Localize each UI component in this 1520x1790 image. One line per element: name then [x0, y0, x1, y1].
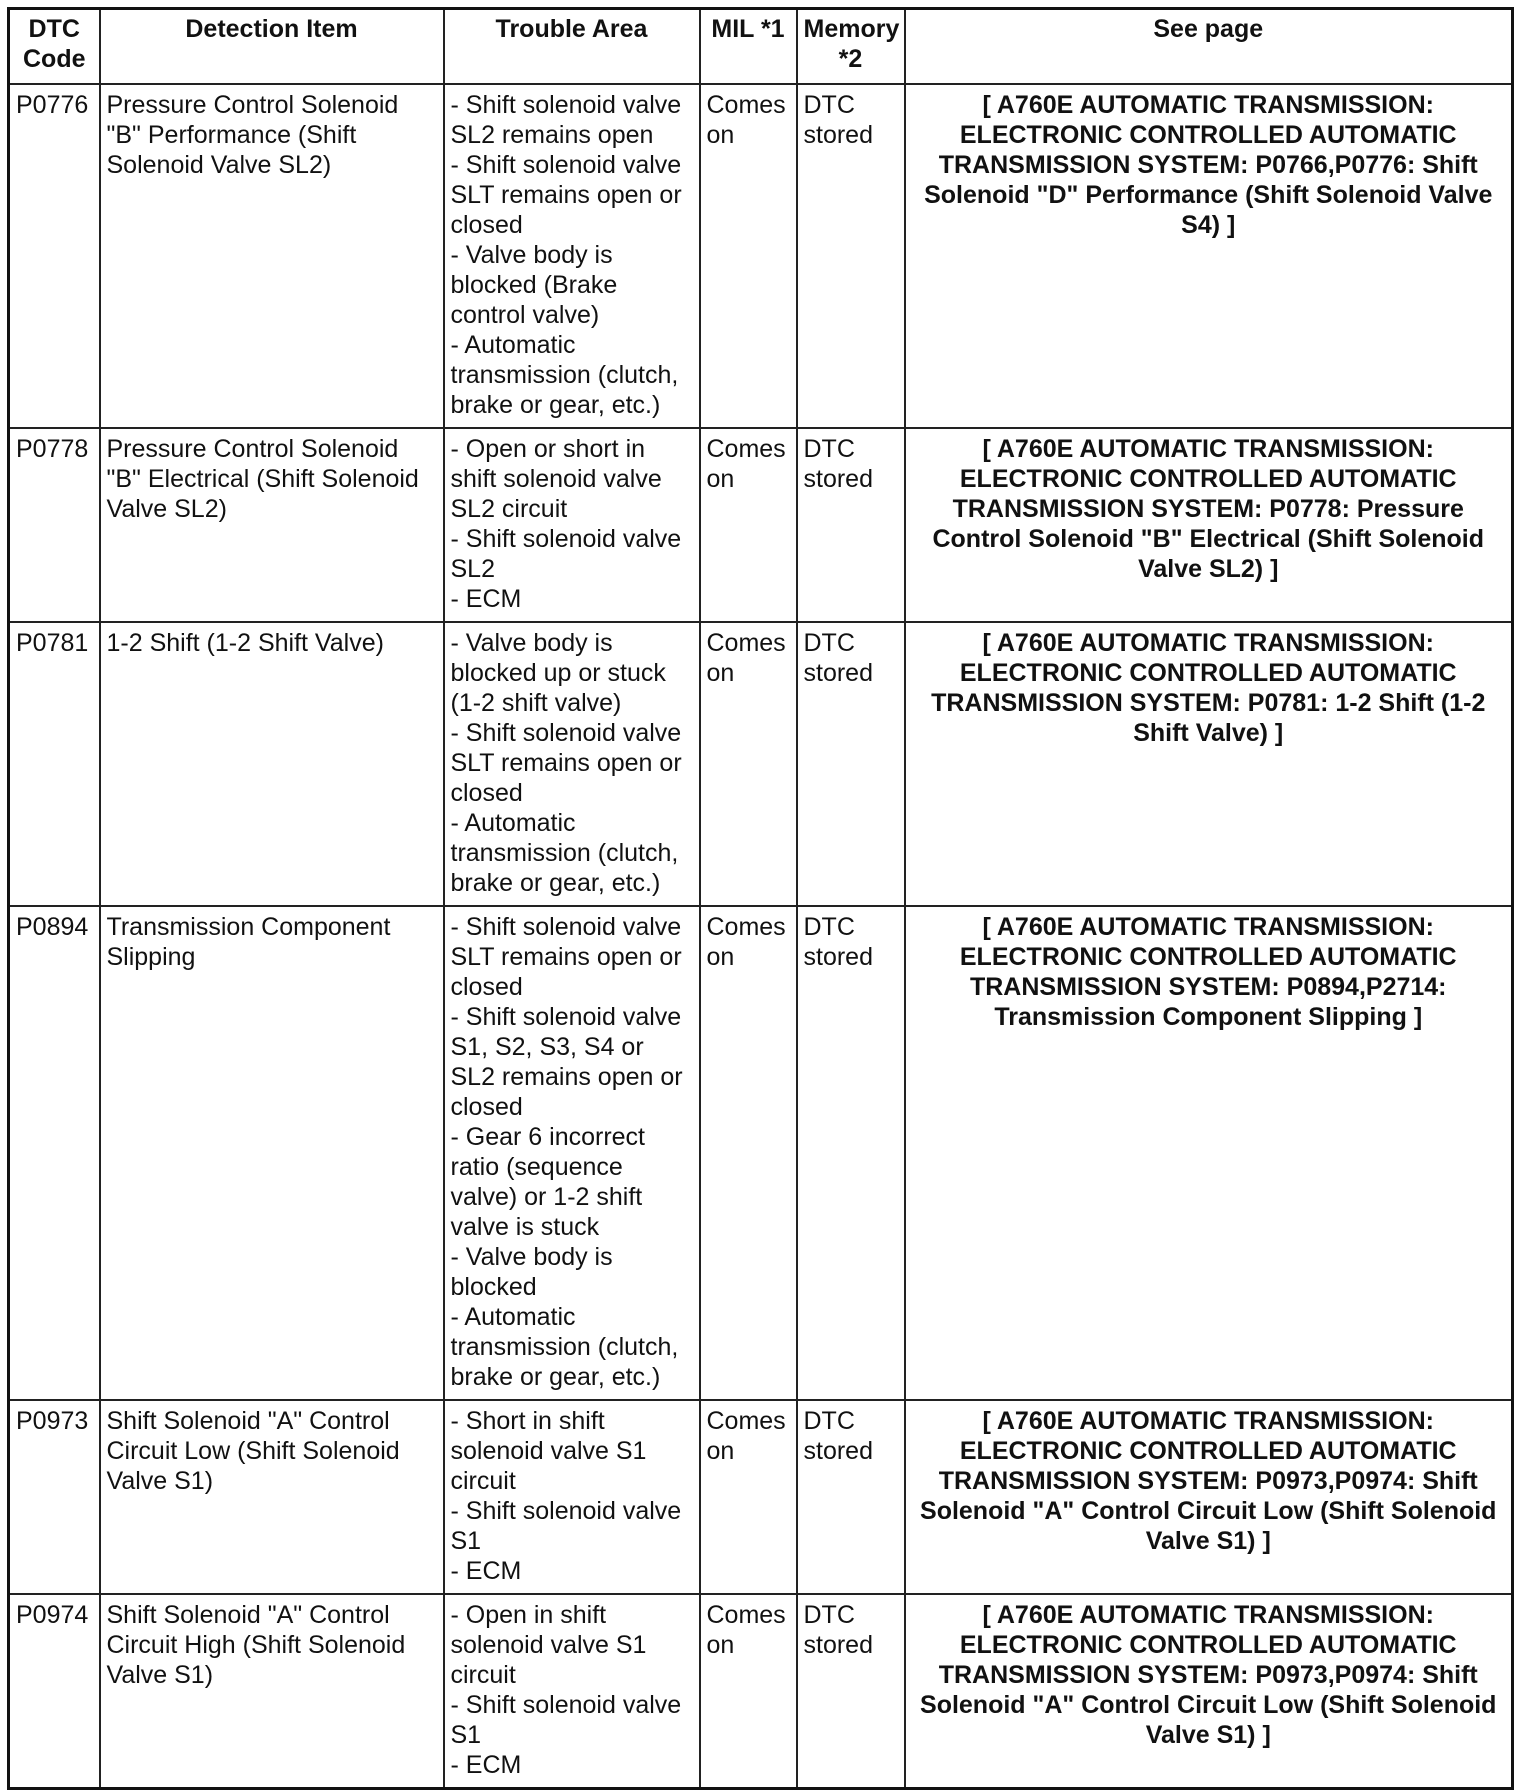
dtc-code-cell: P0778	[9, 428, 100, 622]
mil-cell: Comes on	[700, 622, 797, 906]
see-page-link[interactable]: [ A760E AUTOMATIC TRANSMISSION: ELECTRONIC CONTROLLED AUTOMATIC TRANSMISSION SYSTEM: P0778: Pressure Control Solenoid "B" Electrical (Shift Solenoid Valve SL2) ]	[905, 428, 1513, 622]
trouble-area-cell: - Open in shift solenoid valve S1 circuit - Shift solenoid valve S1 - ECM	[444, 1594, 700, 1788]
header-mil: MIL *1	[700, 9, 797, 85]
mil-cell: Comes on	[700, 906, 797, 1400]
mil-cell: Comes on	[700, 84, 797, 428]
trouble-area-cell: - Valve body is blocked up or stuck (1-2 shift valve) - Shift solenoid valve SLT remains open or closed - Automatic transmission (clutch, brake or gear, etc.)	[444, 622, 700, 906]
see-page-link[interactable]: [ A760E AUTOMATIC TRANSMISSION: ELECTRONIC CONTROLLED AUTOMATIC TRANSMISSION SYSTEM: P0766,P0776: Shift Solenoid "D" Performance (Shift Solenoid Valve S4) ]	[905, 84, 1513, 428]
header-trouble-area: Trouble Area	[444, 9, 700, 85]
table-row	[9, 622, 1513, 906]
mil-cell: Comes on	[700, 1594, 797, 1788]
see-page-link[interactable]: [ A760E AUTOMATIC TRANSMISSION: ELECTRONIC CONTROLLED AUTOMATIC TRANSMISSION SYSTEM: P0973,P0974: Shift Solenoid "A" Control Circuit Low (Shift Solenoid Valve S1) ]	[905, 1400, 1513, 1594]
detection-item-cell: Shift Solenoid "A" Control Circuit High (Shift Solenoid Valve S1)	[100, 1594, 444, 1788]
table-row	[9, 906, 1513, 1400]
header-dtc-code: DTC Code	[9, 9, 100, 85]
memory-cell: DTC stored	[797, 1594, 905, 1788]
detection-item-cell: Transmission Component Slipping	[100, 906, 444, 1400]
detection-item-cell: 1-2 Shift (1-2 Shift Valve)	[100, 622, 444, 906]
dtc-table	[7, 7, 1514, 1790]
memory-cell: DTC stored	[797, 84, 905, 428]
detection-item-cell: Pressure Control Solenoid "B" Electrical (Shift Solenoid Valve SL2)	[100, 428, 444, 622]
detection-item-cell: Shift Solenoid "A" Control Circuit Low (Shift Solenoid Valve S1)	[100, 1400, 444, 1594]
table-row	[9, 428, 1513, 622]
header-see-page: See page	[905, 9, 1513, 85]
see-page-link[interactable]: [ A760E AUTOMATIC TRANSMISSION: ELECTRONIC CONTROLLED AUTOMATIC TRANSMISSION SYSTEM: P0894,P2714: Transmission Component Slipping ]	[905, 906, 1513, 1400]
memory-cell: DTC stored	[797, 428, 905, 622]
see-page-link[interactable]: [ A760E AUTOMATIC TRANSMISSION: ELECTRONIC CONTROLLED AUTOMATIC TRANSMISSION SYSTEM: P0973,P0974: Shift Solenoid "A" Control Circuit Low (Shift Solenoid Valve S1) ]	[905, 1594, 1513, 1788]
mil-cell: Comes on	[700, 1400, 797, 1594]
see-page-link[interactable]: [ A760E AUTOMATIC TRANSMISSION: ELECTRONIC CONTROLLED AUTOMATIC TRANSMISSION SYSTEM: P0781: 1-2 Shift (1-2 Shift Valve) ]	[905, 622, 1513, 906]
dtc-code-cell: P0973	[9, 1400, 100, 1594]
dtc-code-cell: P0776	[9, 84, 100, 428]
trouble-area-cell: - Shift solenoid valve SL2 remains open - Shift solenoid valve SLT remains open or closed - Valve body is blocked (Brake control valve) - Automatic transmission (clutch, brake or gear, etc.)	[444, 84, 700, 428]
memory-cell: DTC stored	[797, 622, 905, 906]
dtc-code-cell: P0781	[9, 622, 100, 906]
detection-item-cell: Pressure Control Solenoid "B" Performance (Shift Solenoid Valve SL2)	[100, 84, 444, 428]
table-row	[9, 1400, 1513, 1594]
memory-cell: DTC stored	[797, 906, 905, 1400]
trouble-area-cell: - Shift solenoid valve SLT remains open or closed - Shift solenoid valve S1, S2, S3, S4 or SL2 remains open or closed - Gear 6 incorrect ratio (sequence valve) or 1-2 shift valve is stuck - Valve body is blocked - Automatic transmission (clutch, brake or gear, etc.)	[444, 906, 700, 1400]
table-row	[9, 1594, 1513, 1788]
header-memory: Memory *2	[797, 9, 905, 85]
header-row	[9, 9, 1513, 85]
memory-cell: DTC stored	[797, 1400, 905, 1594]
dtc-code-cell: P0974	[9, 1594, 100, 1788]
header-detection-item: Detection Item	[100, 9, 444, 85]
mil-cell: Comes on	[700, 428, 797, 622]
dtc-code-cell: P0894	[9, 906, 100, 1400]
trouble-area-cell: - Short in shift solenoid valve S1 circuit - Shift solenoid valve S1 - ECM	[444, 1400, 700, 1594]
table-row	[9, 84, 1513, 428]
trouble-area-cell: - Open or short in shift solenoid valve SL2 circuit - Shift solenoid valve SL2 - ECM	[444, 428, 700, 622]
